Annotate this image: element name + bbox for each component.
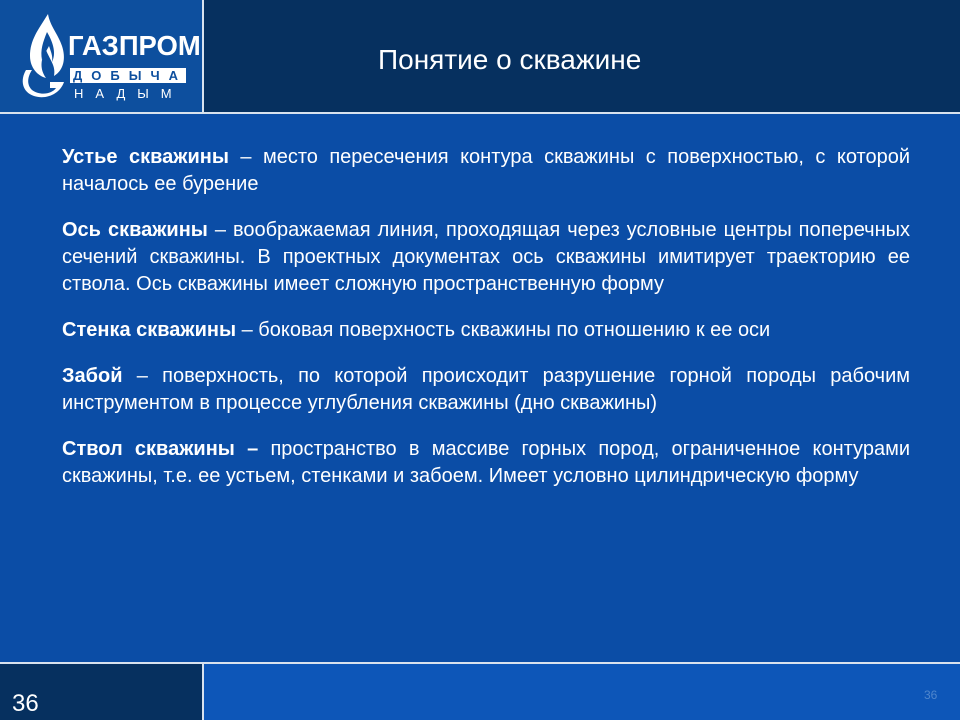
definition-text: – поверхность, по которой происходит разрушение горной породы рабочим инструментом в процессе углубления скважины (дно скважины) — [62, 365, 910, 414]
definition-text: пространство в массиве горных пород, ограниченное контурами скважины, т.е. ее устьем, стенками и забоем. Имеет условно цилиндрическую форму — [62, 438, 910, 487]
definition-paragraph — [62, 217, 910, 298]
header-divider — [202, 0, 204, 112]
definition-term: Забой — [62, 365, 123, 387]
logo-region: НАДЫМ — [74, 86, 184, 101]
slide-title: Понятие о скважине — [378, 44, 642, 75]
definition-paragraph — [62, 317, 910, 344]
definition-term: Стенка скважины — [62, 319, 237, 341]
logo — [0, 0, 202, 112]
page-number: 36 — [12, 690, 39, 717]
definition-text: – боковая поверхность скважины по отношению к ее оси — [236, 319, 771, 341]
definition-paragraph — [62, 436, 910, 490]
footer-divider — [202, 664, 204, 720]
slide-content — [62, 144, 910, 490]
definition-text: – воображаемая линия, проходящая через условные центры поперечных сечений скважины. В проектных документах ось скважины имитирует траекторию ее ствола. Ось скважины имеет сложную пространственную форму — [62, 219, 911, 295]
definition-text: – место пересечения контура скважины с поверхностью, с которой началось ее бурение — [62, 146, 910, 195]
definition-term: Ствол скважины – — [62, 438, 259, 460]
page-number-small: 36 — [924, 688, 938, 702]
definition-paragraph — [62, 144, 910, 198]
definition-term: Устье скважины — [62, 146, 229, 168]
definition-paragraph — [62, 363, 910, 417]
definition-term: Ось скважины — [62, 219, 208, 241]
logo-wordmark: ГАЗПРОМ — [68, 30, 201, 61]
header-bottom-line — [0, 112, 960, 114]
logo-subtitle: ДОБЫЧА — [70, 68, 186, 83]
